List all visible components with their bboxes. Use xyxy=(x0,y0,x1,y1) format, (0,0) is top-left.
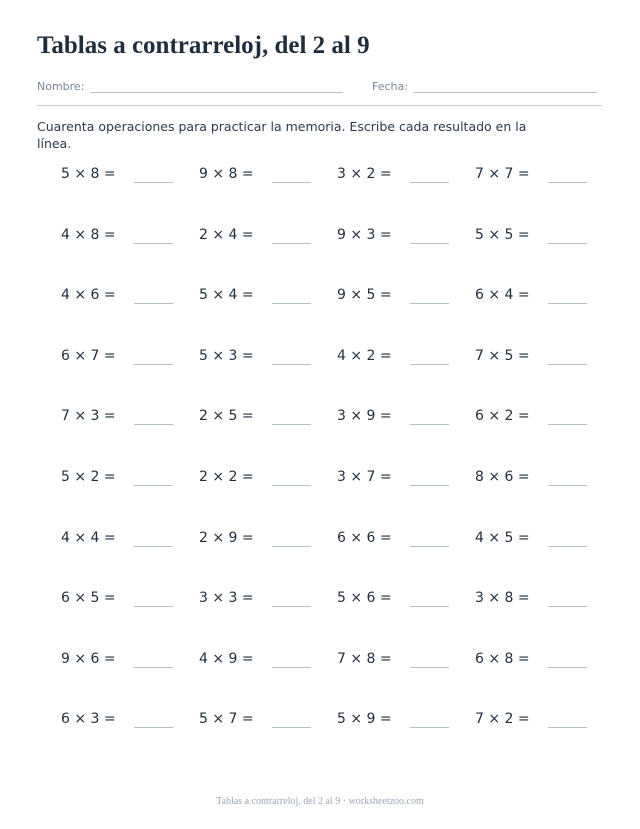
problem-item xyxy=(475,469,613,493)
problem-expression: 5 × 9 = xyxy=(337,711,392,727)
problem-item xyxy=(199,227,337,251)
footer: Tablas a contrarreloj, del 2 al 9 · worksheetzoo.com xyxy=(216,796,424,807)
problem-item xyxy=(199,590,337,614)
problem-item xyxy=(199,651,337,675)
answer-line[interactable] xyxy=(272,727,311,728)
answer-line[interactable] xyxy=(410,424,449,425)
problem-item xyxy=(475,348,613,372)
problem-expression: 9 × 8 = xyxy=(199,166,254,182)
answer-line[interactable] xyxy=(134,606,173,607)
problem-expression: 6 × 4 = xyxy=(475,287,530,303)
problem-item xyxy=(61,348,199,372)
problem-expression: 4 × 6 = xyxy=(61,287,116,303)
answer-line[interactable] xyxy=(548,546,587,547)
answer-line[interactable] xyxy=(134,727,173,728)
problem-item xyxy=(199,408,337,432)
answer-line[interactable] xyxy=(272,364,311,365)
problem-expression: 5 × 4 = xyxy=(199,287,254,303)
problem-expression: 2 × 2 = xyxy=(199,469,254,485)
problem-expression: 6 × 3 = xyxy=(61,711,116,727)
instructions: Cuarenta operaciones para practicar la memoria. Escribe cada resultado en la línea. xyxy=(37,119,527,151)
problem-expression: 4 × 5 = xyxy=(475,530,530,546)
problem-item xyxy=(475,227,613,251)
problem-item xyxy=(61,469,199,493)
problem-expression: 9 × 3 = xyxy=(337,227,392,243)
date-line xyxy=(414,80,597,93)
problem-expression: 5 × 6 = xyxy=(337,590,392,606)
answer-line[interactable] xyxy=(272,182,311,183)
problem-item xyxy=(61,711,199,735)
problem-expression: 6 × 6 = xyxy=(337,530,392,546)
problem-item xyxy=(61,530,199,554)
problem-expression: 3 × 2 = xyxy=(337,166,392,182)
date-label: Fecha: xyxy=(372,80,408,93)
problem-expression: 5 × 3 = xyxy=(199,348,254,364)
problem-item xyxy=(61,408,199,432)
answer-line[interactable] xyxy=(272,303,311,304)
answer-line[interactable] xyxy=(134,424,173,425)
problem-item xyxy=(475,651,613,675)
answer-line[interactable] xyxy=(548,727,587,728)
problem-item xyxy=(337,469,475,493)
answer-line[interactable] xyxy=(410,667,449,668)
problem-item xyxy=(199,348,337,372)
answer-line[interactable] xyxy=(410,364,449,365)
answer-line[interactable] xyxy=(272,546,311,547)
problem-expression: 3 × 8 = xyxy=(475,590,530,606)
problem-expression: 5 × 2 = xyxy=(61,469,116,485)
problem-expression: 2 × 4 = xyxy=(199,227,254,243)
problem-item xyxy=(337,590,475,614)
problem-expression: 6 × 7 = xyxy=(61,348,116,364)
problem-expression: 3 × 9 = xyxy=(337,408,392,424)
answer-line[interactable] xyxy=(272,424,311,425)
problem-expression: 6 × 8 = xyxy=(475,651,530,667)
problem-expression: 8 × 6 = xyxy=(475,469,530,485)
problem-expression: 7 × 8 = xyxy=(337,651,392,667)
problem-item xyxy=(475,408,613,432)
answer-line[interactable] xyxy=(134,364,173,365)
problem-item xyxy=(475,711,613,735)
problem-item xyxy=(61,651,199,675)
problem-item xyxy=(337,348,475,372)
problem-item xyxy=(61,287,199,311)
problem-expression: 3 × 7 = xyxy=(337,469,392,485)
problem-item xyxy=(199,166,337,190)
problem-item xyxy=(61,227,199,251)
problem-expression: 7 × 3 = xyxy=(61,408,116,424)
answer-line[interactable] xyxy=(548,485,587,486)
answer-line[interactable] xyxy=(410,243,449,244)
problem-item xyxy=(475,287,613,311)
problem-expression: 2 × 9 = xyxy=(199,530,254,546)
answer-line[interactable] xyxy=(272,485,311,486)
problem-item xyxy=(475,590,613,614)
answer-line[interactable] xyxy=(410,546,449,547)
answer-line[interactable] xyxy=(410,182,449,183)
problem-expression: 9 × 5 = xyxy=(337,287,392,303)
problem-expression: 7 × 2 = xyxy=(475,711,530,727)
problem-expression: 4 × 2 = xyxy=(337,348,392,364)
problem-item xyxy=(337,408,475,432)
problem-expression: 4 × 8 = xyxy=(61,227,116,243)
answer-line[interactable] xyxy=(134,546,173,547)
problem-item xyxy=(199,530,337,554)
problem-item xyxy=(199,711,337,735)
answer-line[interactable] xyxy=(134,182,173,183)
problem-expression: 5 × 5 = xyxy=(475,227,530,243)
problem-expression: 6 × 2 = xyxy=(475,408,530,424)
answer-line[interactable] xyxy=(134,243,173,244)
problem-item xyxy=(337,530,475,554)
problem-expression: 9 × 6 = xyxy=(61,651,116,667)
problem-expression: 7 × 7 = xyxy=(475,166,530,182)
answer-line[interactable] xyxy=(272,606,311,607)
answer-line[interactable] xyxy=(134,303,173,304)
problem-item xyxy=(475,166,613,190)
header-divider xyxy=(37,105,602,106)
problem-item xyxy=(337,166,475,190)
problem-expression: 3 × 3 = xyxy=(199,590,254,606)
problem-expression: 5 × 7 = xyxy=(199,711,254,727)
answer-line[interactable] xyxy=(548,606,587,607)
problem-expression: 5 × 8 = xyxy=(61,166,116,182)
problem-item xyxy=(337,651,475,675)
problem-expression: 2 × 5 = xyxy=(199,408,254,424)
answer-line[interactable] xyxy=(272,243,311,244)
problem-item xyxy=(337,287,475,311)
page-title: Tablas a contrarreloj, del 2 al 9 xyxy=(37,32,370,59)
problem-item xyxy=(199,469,337,493)
answer-line[interactable] xyxy=(548,182,587,183)
name-field xyxy=(37,80,343,93)
problem-expression: 7 × 5 = xyxy=(475,348,530,364)
answer-line[interactable] xyxy=(410,727,449,728)
problem-item xyxy=(475,530,613,554)
answer-line[interactable] xyxy=(134,485,173,486)
answer-line[interactable] xyxy=(410,303,449,304)
problem-expression: 4 × 4 = xyxy=(61,530,116,546)
date-field xyxy=(372,80,597,93)
problem-item xyxy=(61,590,199,614)
answer-line[interactable] xyxy=(410,606,449,607)
answer-line[interactable] xyxy=(272,667,311,668)
answer-line[interactable] xyxy=(548,364,587,365)
problem-item xyxy=(337,227,475,251)
problem-expression: 4 × 9 = xyxy=(199,651,254,667)
answer-line[interactable] xyxy=(548,667,587,668)
name-label: Nombre: xyxy=(37,80,85,93)
answer-line[interactable] xyxy=(410,485,449,486)
answer-line[interactable] xyxy=(548,303,587,304)
problem-item xyxy=(337,711,475,735)
answer-line[interactable] xyxy=(134,667,173,668)
answer-line[interactable] xyxy=(548,424,587,425)
problem-item xyxy=(199,287,337,311)
problem-item xyxy=(61,166,199,190)
problem-expression: 6 × 5 = xyxy=(61,590,116,606)
name-line xyxy=(90,80,343,93)
answer-line[interactable] xyxy=(548,243,587,244)
